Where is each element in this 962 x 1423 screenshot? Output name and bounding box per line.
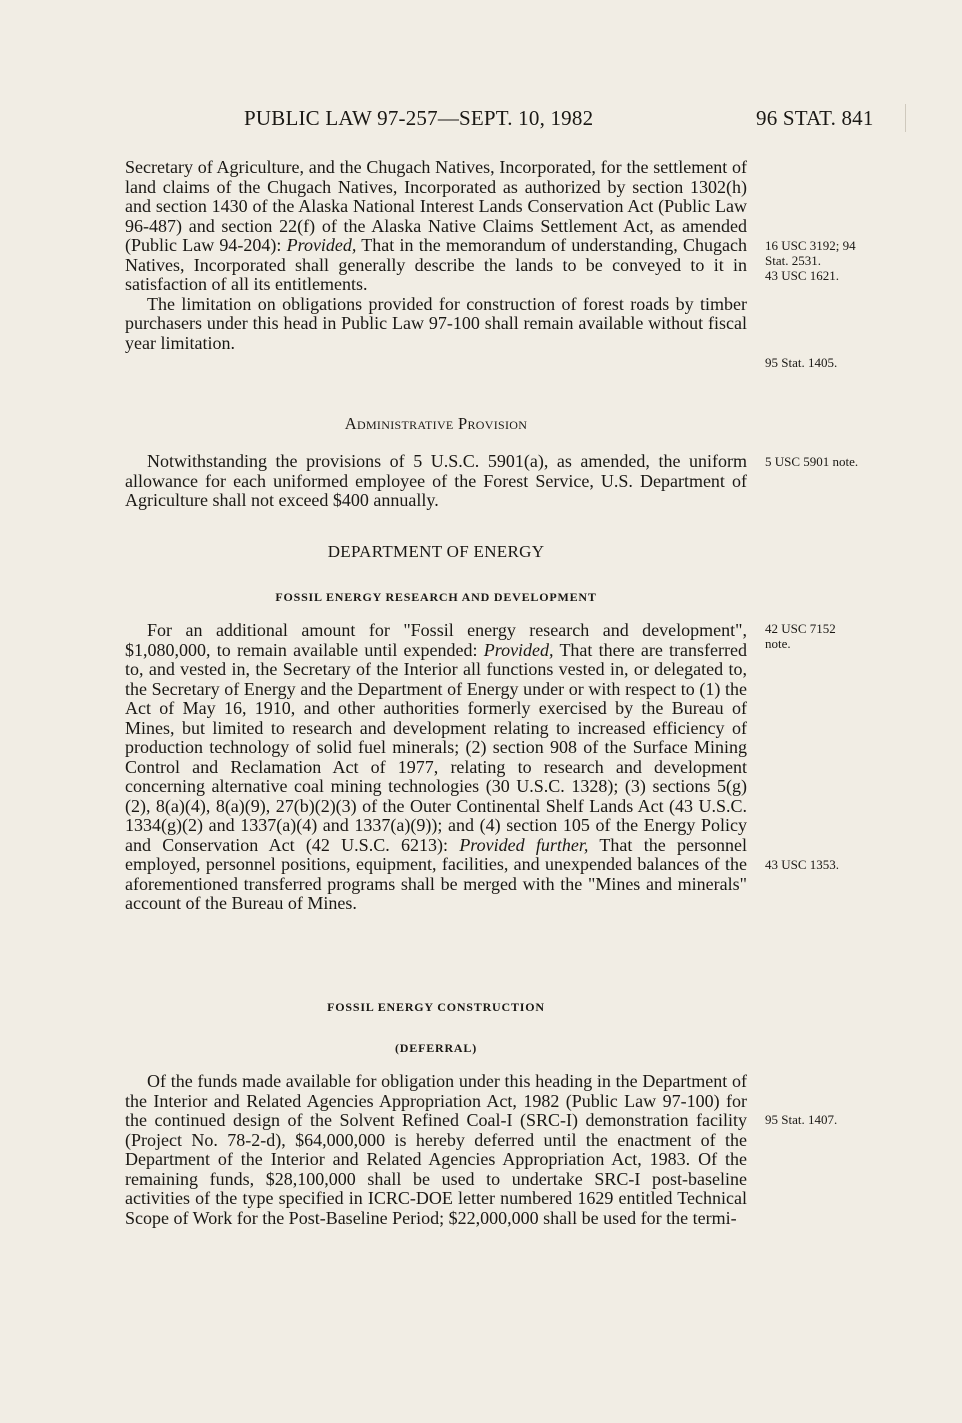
provided-italic-2: Provided, bbox=[483, 639, 554, 660]
provided-italic: Provided, bbox=[286, 235, 357, 255]
margin-note-line: 43 USC 1621. bbox=[765, 268, 840, 283]
margin-note-line: 42 USC 7152 bbox=[765, 621, 836, 636]
fossil-rd-text-b: That there are transferred to, and vested in, the Secretary of the Interior all functions vested in, or delegated to, the Secretary of Energy and the Department of Energy under or with respect to (1) the Act of May 16, 1910, and other authorities formerly exercised by the Bureau of Mines, but limited to research and development relating to increased efficiency of production technology of solid fuel minerals; (2) section 908 of the Surface Mining Control and Reclamation Act of 1977, relating to research and development concerning alternative coal mining technologies (30 U.S.C. 1328); (3) sections 5(g)(2), 8(a)(4), 8(a)(9), 27(b)(2)(3) of the Outer Continental Shelf Lands Act (43 U.S.C. 1334(g)(2) and 1337(a)(4) and 1337(a)(9)); and (4) section 105 of the Energy Policy and Conservation Act (42 U.S.C. 6213): bbox=[125, 639, 747, 855]
margin-note-line: Stat. 2531. bbox=[765, 253, 821, 268]
fossil-energy-rd-heading: FOSSIL ENERGY RESEARCH AND DEVELOPMENT bbox=[275, 590, 597, 604]
fossil-energy-rd-block bbox=[125, 621, 747, 914]
margin-note-95-stat-1405: 95 Stat. 1405. bbox=[765, 355, 838, 370]
margin-note-42-usc-7152 bbox=[765, 621, 905, 651]
fossil-energy-construction-heading: FOSSIL ENERGY CONSTRUCTION bbox=[327, 1000, 545, 1014]
margin-note-5-usc-5901: 5 USC 5901 note. bbox=[765, 454, 859, 469]
administrative-provision-heading bbox=[125, 414, 747, 434]
deferral-paragraph: Of the funds made available for obligation under this heading in the Department of the Interior and Related Agencies Appropriation Act, 1982 (Public Law 97-100) for the continued design of the Solvent Refined Coal-I (SRC-I) demonstration facility (Project No. 78-2-d), $64,000,000 is hereby deferred until the enactment of the Department of the Interior and Related Agencies Appropriation Act, 1983. Of the remaining funds, $28,100,000 shall be used to undertake SRC-I post-baseline activities of the type specified in ICRC-DOE letter numbered 1629 entitled Technical Scope of Work for the Post-Baseline Period; $22,000,000 shall be used for the termi- bbox=[125, 1071, 747, 1228]
margin-note-95-stat-1407: 95 Stat. 1407. bbox=[765, 1112, 838, 1127]
deferral-block bbox=[125, 1072, 747, 1228]
page-stat-number: 96 STAT. 841 bbox=[756, 106, 874, 130]
chugach-paragraph bbox=[125, 158, 747, 295]
fossil-rd-text-a: For an additional amount for "Fossil energy research and development", $1,080,000, to remain available until expended: bbox=[125, 620, 747, 660]
forest-roads-paragraph: The limitation on obligations provided for construction of forest roads by timber purchasers under this head in Public Law 97-100 shall remain available without fiscal year limitation. bbox=[125, 293, 747, 353]
chugach-text-b: That in the memorandum of understanding, Chugach Natives, Incorporated shall generally describe the lands to be conveyed to it in satisfaction of all its entitlements. bbox=[125, 235, 747, 294]
deferral-heading: (DEFERRAL) bbox=[395, 1041, 477, 1055]
department-of-energy-heading: DEPARTMENT OF ENERGY bbox=[327, 542, 545, 561]
margin-note-line: 16 USC 3192; 94 bbox=[765, 238, 856, 253]
fossil-rd-text-c: That the personnel employed, personnel positions, equipment, facilities, and unexpended balances of the aforementioned transferred programs shall be merged with the "Mines and minerals" account of the Bureau of Mines. bbox=[125, 834, 747, 913]
uniform-allowance-paragraph: Notwithstanding the provisions of 5 U.S.C. 5901(a), as amended, the uniform allowance for each uniformed employee of the Forest Service, U.S. Department of Agriculture shall not exceed $400 annually. bbox=[125, 451, 747, 510]
margin-note-usc-3192 bbox=[765, 238, 905, 283]
chugach-text-a: Secretary of Agriculture, and the Chugach Natives, Incorporated, for the settlement of land claims of the Chugach Natives, Incorporated as authorized by section 1302(h) and section 1430 of the Alaska National Interest Lands Conservation Act (Public Law 96-487) and section 22(f) of the Alaska Native Claims Settlement Act, as amended (Public Law 94-204): bbox=[125, 157, 747, 255]
margin-note-43-usc-1353: 43 USC 1353. bbox=[765, 857, 840, 872]
header-rule bbox=[905, 104, 906, 132]
chugach-paragraph-block bbox=[125, 158, 747, 353]
provided-further-italic: Provided further, bbox=[459, 834, 589, 855]
margin-note-line: note. bbox=[765, 636, 791, 651]
fossil-energy-rd-paragraph bbox=[125, 621, 747, 914]
running-header-title: PUBLIC LAW 97-257—SEPT. 10, 1982 bbox=[244, 106, 594, 130]
administrative-provision-heading-text: Administrative Provision bbox=[344, 414, 528, 433]
uniform-allowance-block bbox=[125, 452, 747, 511]
